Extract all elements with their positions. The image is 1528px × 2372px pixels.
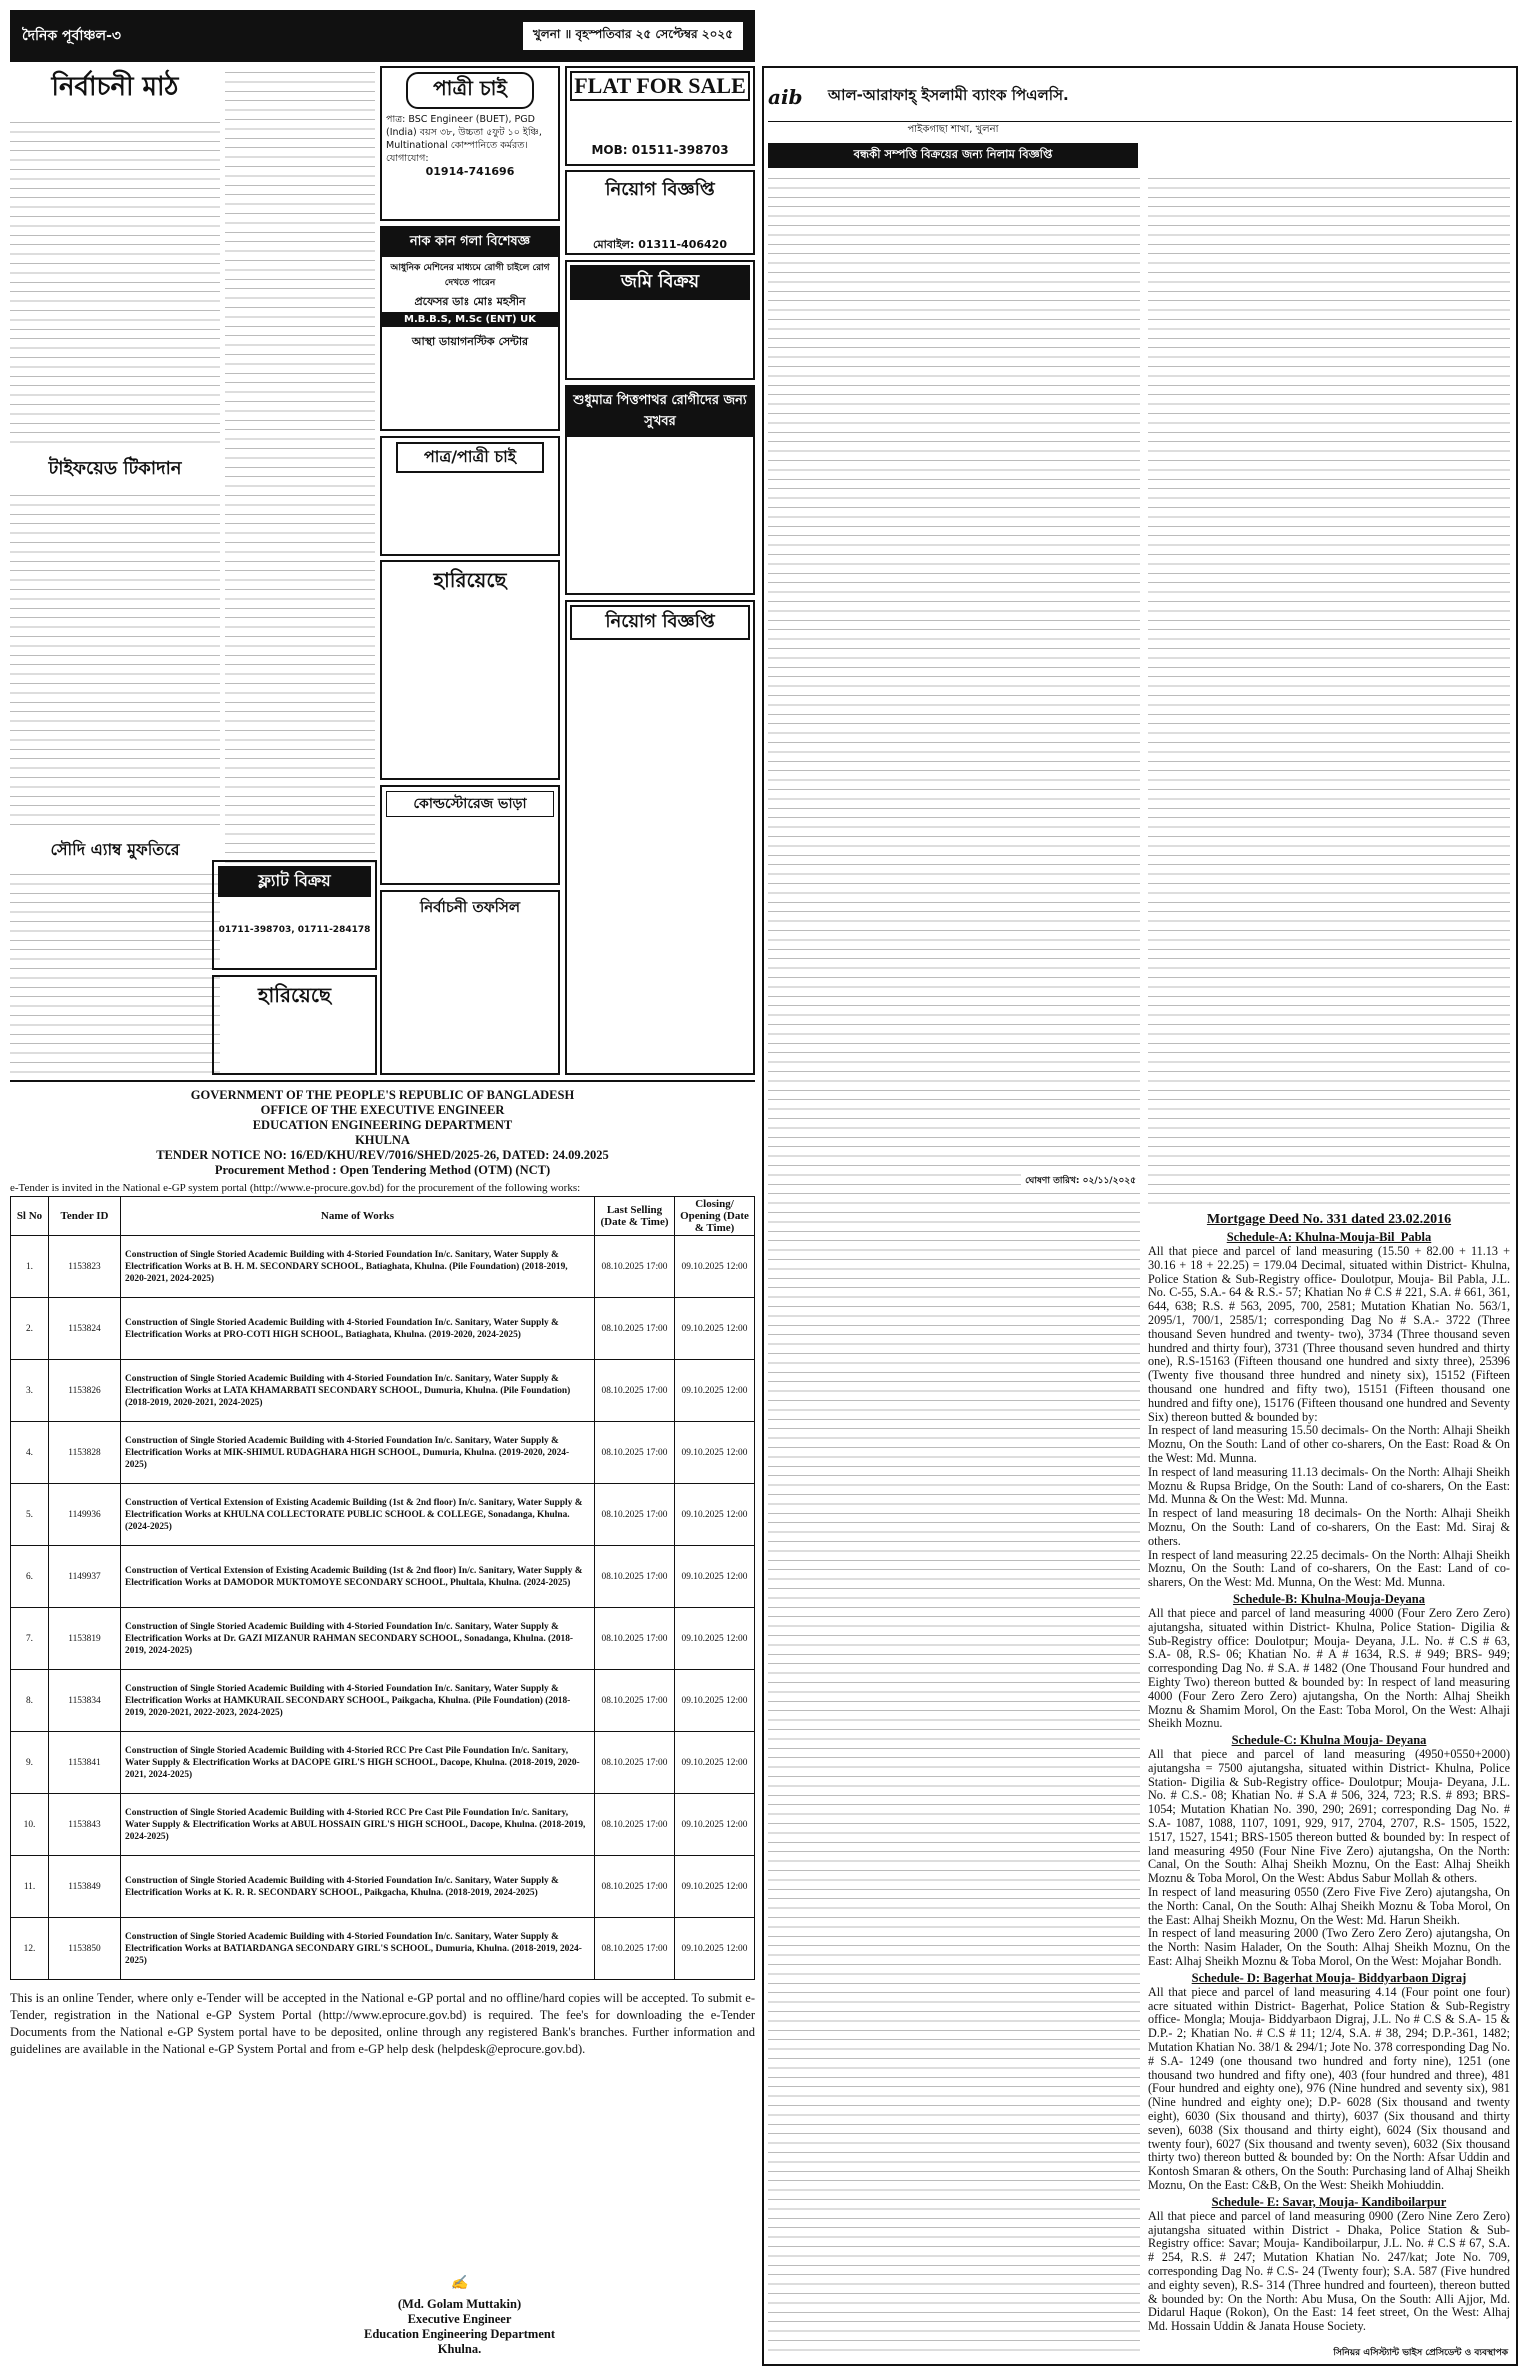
- lost-ad-2: [212, 975, 377, 1075]
- land-sale-ad: [565, 260, 755, 380]
- tender-office: OFFICE OF THE EXECUTIVE ENGINEER: [260, 1103, 505, 1117]
- signer-city: Khulna.: [437, 2342, 482, 2356]
- tika-headline: টাইফয়েড টিকাদান: [48, 458, 182, 479]
- tender-cell-sell: 08.10.2025 17:00: [595, 1918, 675, 1980]
- tender-cell-sell: 08.10.2025 17:00: [595, 1484, 675, 1546]
- tender-cell-close: 09.10.2025 12:00: [675, 1236, 755, 1298]
- tender-cell-close: 09.10.2025 12:00: [675, 1732, 755, 1794]
- table-row: [11, 1546, 755, 1608]
- tender-cell-name: Construction of Single Storied Academic Building with 4-Storied Foundation In/c. Sanitary, Water Supply & Electrification Works at K. R. R. SECONDARY SCHOOL, Paikgacha, Khulna. (2018-2019, 2024-2025): [121, 1856, 595, 1918]
- ent-doctor: প্রফেসর ডাঃ মোঃ মহসীন: [414, 295, 526, 308]
- schedule-title: Schedule- D: Bagerhat Mouja- Biddyarbaon Digraj: [1191, 1970, 1467, 1985]
- tender-cell-name: Construction of Single Storied Academic Building with 4-Storied RCC Pre Cast Pile Foundation In/c. Sanitary, Water Supply & Electrification Works at DACOPE GIRL'S HIGH SCHOOL, Dacope, Khulna. (2018-2019, 2020-2021, 2024-2025): [121, 1732, 595, 1794]
- election-schedule-ad: [380, 890, 560, 1075]
- schedule-boundary: In respect of land measuring 11.13 decimals- On the North: Alhaji Sheikh Moznu & Rupsa Bridge, On the South: Land of co-sharers, On the East: Md. Munna & On the West: Md. Munna.: [1148, 1464, 1510, 1507]
- tender-cell-sell: 08.10.2025 17:00: [595, 1856, 675, 1918]
- tender-cell-sell: 08.10.2025 17:00: [595, 1732, 675, 1794]
- flat-for-sale-mobile: MOB: 01511-398703: [591, 143, 729, 157]
- election-schedule-title: নির্বাচনী তফসিল: [419, 898, 521, 916]
- page-header: [10, 10, 755, 62]
- tender-cell-name: Construction of Single Storied Academic Building with 4-Storied RCC Pre Cast Pile Foundation In/c. Sanitary, Water Supply & Electrification Works at ABUL HOSSAIN GIRL'S HIGH SCHOOL, Dacope, Khulna. (2018-2019, 2024-2025): [121, 1794, 595, 1856]
- matrimonial-title: পাত্র/পাত্রী চাই: [396, 442, 544, 473]
- table-row: [11, 1918, 755, 1980]
- lost-ad-2-title: হারিয়েছে: [257, 983, 331, 1007]
- signer-dept: Education Engineering Department: [364, 2327, 555, 2341]
- ent-degree: M.B.B.S, M.Sc (ENT) UK: [382, 312, 558, 327]
- tender-cell-sl: 10.: [11, 1794, 49, 1856]
- bank-bengali-text: [768, 172, 1140, 2352]
- table-row: [11, 1360, 755, 1422]
- tender-intro: e-Tender is invited in the National e-GP system portal (http://www.e-procure.gov.bd) for the procurement of the following works:: [10, 1182, 581, 1194]
- tender-city: KHULNA: [355, 1133, 410, 1147]
- tender-signature: [364, 2276, 555, 2357]
- flat-sale-title: ফ্ল্যাট বিক্রয়: [218, 866, 371, 897]
- flat-sale-phone: 01711-398703, 01711-284178: [218, 925, 371, 935]
- tender-cell-name: Construction of Single Storied Academic Building with 4-Storied Foundation In/c. Sanitary, Water Supply & Electrification Works at HAMKURAIL SECONDARY SCHOOL, Paikgacha, Khulna. (Pile Foundation) (2018-2019, 2020-2021, 2022-2023, 2024-2025): [121, 1670, 595, 1732]
- tender-cell-sl: 12.: [11, 1918, 49, 1980]
- tender-cell-sl: 1.: [11, 1236, 49, 1298]
- tender-cell-name: Construction of Single Storied Academic Building with 4-Storied Foundation In/c. Sanitary, Water Supply & Electrification Works at LATA KHAMARBATI SECONDARY SCHOOL, Dumuria, Khulna. (Pile Foundation) (2018-2019, 2020-2021, 2024-2025): [121, 1360, 595, 1422]
- bride-wanted-phone: 01914-741696: [425, 165, 515, 178]
- issue-date: খুলনা ॥ বৃহস্পতিবার ২৫ সেপ্টেম্বর ২০২৫: [523, 22, 743, 50]
- col-tender-id: Tender ID: [49, 1197, 121, 1236]
- tender-cell-sell: 08.10.2025 17:00: [595, 1298, 675, 1360]
- table-row: [11, 1732, 755, 1794]
- schedule-text: All that piece and parcel of land measuring (15.50 + 82.00 + 11.13 + 30.16 + 18 + 22.25) = 179.04 Decimal, situated within District- Khulna, Police Station & Sub-Registry office- Doulotpur, Mouja- Bil Pabla, J.L. No. C-55, S.A.- 64 & R.S.- 57; Khatian No # C.S # 221, S.A. # 661, 361, 644, 638; R.S. # 563, 2095, 700, 2581; Mutation Khatian No. 563/1, 2095/1, 700/1, 2585/1; corresponding Dag No # S.A.- 3722 (Three thousand Seven hundred and twenty- two), 3734 (Three thousand seven hundred and thirty four), 3731 (Three thousand seven hundred and thirty one), R.S-15163 (Fifteen thousand one hundred and sixty three), 25396 (Twenty five thousand three hundred and ninety six), 15152 (Fifteen thousand one hundred and fifty two), 15151 (Fifteen thousand one hundred and fifty one), 15176 (Fifteen thousand one hundred and Seventy Six) thereon butted & bounded by:: [1148, 1244, 1510, 1424]
- tender-cell-close: 09.10.2025 12:00: [675, 1794, 755, 1856]
- ent-specialist-ad: [380, 226, 560, 431]
- table-row: [11, 1422, 755, 1484]
- tender-cell-sl: 2.: [11, 1298, 49, 1360]
- tender-cell-id: 1153828: [49, 1422, 121, 1484]
- schedule-list: [1148, 1230, 1510, 2334]
- news-column-continued: [225, 66, 375, 866]
- tender-cell-name: Construction of Vertical Extension of Existing Academic Building (1st & 2nd floor) In/c. Sanitary, Water Supply & Electrification Works at DAMODOR MUKTOMOYE SECONDARY SCHOOL, Phultala, Khulna. (2024-2025): [121, 1546, 595, 1608]
- gallstone-title: শুধুমাত্র পিত্তপাথর রোগীদের জন্য সুখবর: [567, 387, 753, 437]
- tender-cell-name: Construction of Single Storied Academic Building with 4-Storied Foundation In/c. Sanitary, Water Supply & Electrification Works at PRO-COTI HIGH SCHOOL, Batiaghata, Khulna. (2019-2020, 2024-2025): [121, 1298, 595, 1360]
- tender-cell-id: 1153823: [49, 1236, 121, 1298]
- bride-wanted-body: পাত্র: BSC Engineer (BUET), PGD (India) বয়স ৩৮, উচ্চতা ৫ফুট ১০ ইঞ্চি, Multinational কোম্পানিতে কর্মরত। যোগাযোগ:: [386, 114, 542, 164]
- bank-notice-title: বন্ধকী সম্পত্তি বিক্রয়ের জন্য নিলাম বিজ্ঞপ্তি: [768, 143, 1138, 168]
- news-body: [10, 116, 220, 446]
- news-headline: নির্বাচনী মাঠ: [51, 72, 179, 102]
- bank-bengali-schedule: [1148, 172, 1510, 1212]
- schedule-text: All that piece and parcel of land measuring 4000 (Four Zero Zero Zero) ajutangsha, situated within District- Khulna, Police Station- Digilia & Sub-Registry office: Doulotpur; Mouja- Deyana, J.L. No. # C.S # 63, S.A- 08, R.S- 06; Khatian No. # A # 1634, R.S. # 949; BRS- 949; corresponding Dag No. # S.A. # 1482 (One Thousand Four hundred and Eighty Two) thereon butted & bounded by: In respect of land measuring 4000 (Four Zero Zero Zero) ajutangsha, On the North: Alhaj Sheikh Moznu & Shamim Morol, On the East: Toba Morol, On the West: Alhaji Sheikh Moznu.: [1148, 1605, 1510, 1731]
- bride-wanted-ad: [380, 66, 560, 221]
- schedule-text: All that piece and parcel of land measuring 4.14 (Four point one four) acre situated within District- Bagerhat, Police Station & Sub-Registry office- Mongla; Mouja- Biddyarbaon Digraj, J.L. No # C.S & S.A- 15 & D.P.- 2; Khatian No. # C.S # 11; 12/4, S.A. # 38, 294; D.P.-361, 1482; Mutation Khatian No. 38/1 & 294/1; Jote No. 378 corresponding Dag No. # S.A- 1249 (one thousand two hundred and forty nine), 1251 (one thousand two hundred and fifty one), 403 (four hundred and three), 481 (Four hundred and eighty one), 976 (Nine hundred and seventy six), 981 (Nine hundred and eighty one); D.P- 6028 (Six thousand and twenty eight), 6030 (Six thousand and thirty), 6037 (Six thousand and thirty seven), 6038 (Six thousand and thirty eight), 6024 (Six thousand and twenty four), 6027 (Six thousand and twenty seven), 6032 (Six thousand thirty two) thereon butted & bounded by: On the North: Afsar Uddin and Kontosh Smaran & others, On the South: Purchasing land of Alhaj Sheikh Moznu, On the East: C&B, On the West: Sheikh Mohiuddin.: [1148, 1984, 1510, 2192]
- tender-cell-close: 09.10.2025 12:00: [675, 1298, 755, 1360]
- tender-cell-id: 1153850: [49, 1918, 121, 1980]
- tender-method: Procurement Method : Open Tendering Method (OTM) (NCT): [214, 1163, 551, 1177]
- bank-header: [768, 72, 1512, 122]
- flat-for-sale-ad: [565, 66, 755, 166]
- cold-storage-title: কোল্ডস্টোরেজ ভাড়া: [386, 791, 554, 817]
- tender-cell-sl: 8.: [11, 1670, 49, 1732]
- lost-ad: [380, 560, 560, 780]
- tender-dept: EDUCATION ENGINEERING DEPARTMENT: [252, 1118, 513, 1132]
- col-closing: Closing/ Opening (Date & Time): [675, 1197, 755, 1236]
- tender-cell-name: Construction of Single Storied Academic Building with 4-Storied Foundation In/c. Sanitary, Water Supply & Electrification Works at BATIARDANGA SECONDARY GIRL'S SCHOOL, Dumuria, Khulna. (2018-2019, 2024-2025): [121, 1918, 595, 1980]
- lost-ad-title: হারিয়েছে: [433, 568, 507, 592]
- bank-auction-notice: [762, 66, 1518, 2366]
- tender-footer: This is an online Tender, where only e-Tender will be accepted in the National e-GP portal and no offline/hard copies will be accepted. To submit e-Tender, registration in the National e-GP System Portal (http://www.eprocure.gov.bd) is required. The fee's for downloading the e-Tender Documents from the National e-GP System portal have to be deposited, online through any registered Bank's branches. Further information and guidelines are available in the National e-GP System Portal and from e-GP help desk (helpdesk@eprocure.gov.bd).: [10, 1991, 755, 2056]
- saudi-headline: সৌদি এ্যাম্ব মুফতিরে: [50, 840, 180, 859]
- col-last-selling: Last Selling (Date & Time): [595, 1197, 675, 1236]
- tender-cell-id: 1149936: [49, 1484, 121, 1546]
- table-row: [11, 1298, 755, 1360]
- tender-cell-close: 09.10.2025 12:00: [675, 1608, 755, 1670]
- tender-notice-no: TENDER NOTICE NO: 16/ED/KHU/REV/7016/SHED/2025-26, DATED: 24.09.2025: [156, 1148, 609, 1162]
- land-sale-title: জমি বিক্রয়: [570, 265, 750, 300]
- tender-cell-sell: 08.10.2025 17:00: [595, 1670, 675, 1732]
- schedule-title: Schedule-A: Khulna-Mouja-Bil_Pabla: [1226, 1230, 1432, 1244]
- tender-cell-close: 09.10.2025 12:00: [675, 1918, 755, 1980]
- table-row: [11, 1856, 755, 1918]
- job-notice-ad-2: [565, 600, 755, 1075]
- matrimonial-ad: [380, 436, 560, 556]
- tender-cell-id: 1153834: [49, 1670, 121, 1732]
- bank-name: আল-আরাফাহ্ ইসলামী ব্যাংক পিএলসি.: [828, 86, 1069, 104]
- tender-cell-sell: 08.10.2025 17:00: [595, 1794, 675, 1856]
- ent-center: আস্থা ডায়াগনস্টিক সেন্টার: [411, 335, 529, 348]
- ent-title: নাক কান গলা বিশেষজ্ঞ: [382, 228, 558, 257]
- tender-cell-close: 09.10.2025 12:00: [675, 1422, 755, 1484]
- tender-cell-sl: 5.: [11, 1484, 49, 1546]
- tender-cell-close: 09.10.2025 12:00: [675, 1670, 755, 1732]
- tender-cell-name: Construction of Single Storied Academic Building with 4-Storied Foundation In/c. Sanitary, Water Supply & Electrification Works at MIK-SHIMUL RUDAGHARA HIGH SCHOOL, Dumuria, Khulna. (2019-2020, 2024-2025): [121, 1422, 595, 1484]
- tender-cell-id: 1153826: [49, 1360, 121, 1422]
- tender-cell-sell: 08.10.2025 17:00: [595, 1422, 675, 1484]
- tender-cell-close: 09.10.2025 12:00: [675, 1856, 755, 1918]
- table-row: [11, 1670, 755, 1732]
- signature-mark: ✍: [450, 2275, 469, 2291]
- bank-schedule-column: [1148, 172, 1510, 2352]
- bank-branch: পাইকগাছা শাখা, খুলনা: [907, 124, 999, 135]
- tender-cell-sell: 08.10.2025 17:00: [595, 1360, 675, 1422]
- tender-cell-sl: 9.: [11, 1732, 49, 1794]
- signer-title: Executive Engineer: [407, 2312, 512, 2326]
- tender-cell-sl: 3.: [11, 1360, 49, 1422]
- tender-cell-sell: 08.10.2025 17:00: [595, 1608, 675, 1670]
- schedule-title: Schedule-C: Khulna Mouja- Deyana: [1231, 1733, 1427, 1748]
- cold-storage-ad: [380, 785, 560, 885]
- tender-cell-id: 1153843: [49, 1794, 121, 1856]
- schedule-text: All that piece and parcel of land measuring 0900 (Zero Nine Zero Zero) ajutangsha situated within District - Dhaka, Police Station & Sub-Registry office: Savar; Mouja- Kandiboilarpur, J.L. No. # C.S # 67, S.A. # 254, R.S. # 247; Mutation Khatian No. 247/kat; Jote No. 709, corresponding Dag No. # C.S- 24 (Twenty four); S.A. 587 (Five hundred and eighty seven), R.S- 314 (Three hundred and fourteen), thereon butted & bounded by: On the North: Abu Musa, On the South: Alli Ajjor, Md. Didarul Haque (Rokon), On the East: 14 feet street, On the West: Alhaj Md. Hossain Uddin & Janata House Society.: [1148, 2208, 1510, 2334]
- bank-footer: সিনিয়র এসিস্ট্যান্ট ভাইস প্রেসিডেন্ট ও ব্যবস্থাপক: [1333, 2348, 1508, 2358]
- tender-cell-sl: 7.: [11, 1608, 49, 1670]
- col-sl: Sl No: [11, 1197, 49, 1236]
- schedule-text: All that piece and parcel of land measuring (4950+0550+2000) ajutangsha = 7500 ajutangsha, situated within District- Khulna, Police Station- Digilia & Sub-Registry office- Doulotpur; Mouja- Deyana, J.L. No. # C.S.- 08; Khatian No. # S.A # 506, 324, 723; R.S. # 893; BRS-1054; Mutation Khatian No. 390, 290; 2691; corresponding Dag No. # S.A- 1087, 1088, 1107, 1091, 929, 917, 2704, 2707, R.S- 1505, 1522, 1517, 1527, 1541; BRS-1505 thereon butted & bounded by: In respect of land measuring 4950 (Four Nine Five Zero) ajutangsha, On the North: Canal, On the South: Alhaj Sheikh Moznu, On the East: Alhaj Sheikh Moznu & Toba Morol, On the West: Abdus Sabur Mollah & others.: [1148, 1747, 1510, 1886]
- table-row: [11, 1236, 755, 1298]
- tender-cell-sl: 6.: [11, 1546, 49, 1608]
- tender-table: [10, 1196, 755, 1980]
- table-row: [11, 1484, 755, 1546]
- schedule-boundary: In respect of land measuring 2000 (Two Zero Zero Zero) ajutangsha, On the North: Nasim Halader, On the South: Alhaj Sheikh Moznu, On the East: Alhaj Sheikh Moznu & Toba Morol, On the West: Mojahar Bondh.: [1148, 1926, 1510, 1969]
- ent-subtitle: আধুনিক মেশিনের মাধ্যমে রোগী চাইলে রোগ দেখতে পারেন: [390, 263, 550, 288]
- tender-cell-close: 09.10.2025 12:00: [675, 1546, 755, 1608]
- tender-cell-close: 09.10.2025 12:00: [675, 1484, 755, 1546]
- tender-table-header: [11, 1197, 755, 1236]
- job-notice-phone: মোবাইল: 01311-406420: [593, 238, 727, 251]
- tender-cell-id: 1153841: [49, 1732, 121, 1794]
- news-column-left: [10, 66, 220, 1076]
- schedule-boundary: In respect of land measuring 0550 (Zero Five Five Zero) ajutangsha, On the North: Canal, On the South: Alhaj Sheikh Moznu & Toba Morol, On the East: Alhaj Sheikh Moznu, On the West: Md. Harun Sheikh.: [1148, 1885, 1510, 1927]
- gallstone-ad: [565, 385, 755, 595]
- col-name: Name of Works: [121, 1197, 595, 1236]
- schedule-title: Schedule- E: Savar, Mouja- Kandiboilarpur: [1211, 2194, 1447, 2209]
- tika-body: [10, 489, 220, 829]
- tender-cell-id: 1153849: [49, 1856, 121, 1918]
- flat-sale-ad: [212, 860, 377, 970]
- job-notice-ad: [565, 170, 755, 255]
- schedule-boundary: In respect of land measuring 15.50 decimals- On the North: Alhaji Sheikh Moznu, On the South: Land of other co-sharers, On the East: Road & On the West: Md. Munna.: [1148, 1423, 1510, 1465]
- schedule-boundary: In respect of land measuring 18 decimals- On the North: Alhaji Sheikh Moznu, On the South: Land of co-sharers, On the East: Md. Siraj & others.: [1148, 1506, 1510, 1548]
- tender-cell-close: 09.10.2025 12:00: [675, 1360, 755, 1422]
- signer-name: (Md. Golam Muttakin): [397, 2297, 522, 2311]
- job-notice-2-title: নিয়োগ বিজ্ঞপ্তি: [570, 605, 750, 640]
- table-row: [11, 1794, 755, 1856]
- tender-cell-sell: 08.10.2025 17:00: [595, 1546, 675, 1608]
- table-row: [11, 1608, 755, 1670]
- tender-cell-sl: 4.: [11, 1422, 49, 1484]
- tender-cell-name: Construction of Single Storied Academic Building with 4-Storied Foundation In/c. Sanitary, Water Supply & Electrification Works at Dr. GAZI MIZANUR RAHMAN SECONDARY SCHOOL, Sonadanga, Khulna. (2018-2019, 2024-2025): [121, 1608, 595, 1670]
- tender-cell-sell: 08.10.2025 17:00: [595, 1236, 675, 1298]
- job-notice-title: নিয়োগ বিজ্ঞপ্তি: [605, 179, 715, 200]
- tender-cell-id: 1153824: [49, 1298, 121, 1360]
- tender-gov: GOVERNMENT OF THE PEOPLE'S REPUBLIC OF BANGLADESH: [190, 1088, 575, 1102]
- paper-name: দৈনিক পূর্বাঞ্চল-৩: [22, 28, 121, 44]
- tender-cell-name: Construction of Vertical Extension of Existing Academic Building (1st & 2nd floor) In/c. Sanitary, Water Supply & Electrification Works at KHULNA COLLECTORATE PUBLIC SCHOOL & COLLEGE, Sonadanga, Khulna. (2024-2025): [121, 1484, 595, 1546]
- tender-cell-id: 1149937: [49, 1546, 121, 1608]
- bank-dateline: ঘোষণা তারিখ: ০২/১১/২০২৫: [1021, 1172, 1140, 1189]
- bride-wanted-title: পাত্রী চাই: [406, 72, 534, 109]
- saudi-body: [10, 868, 220, 1076]
- mortgage-title: Mortgage Deed No. 331 dated 23.02.2016: [1206, 1212, 1452, 1227]
- bank-logo: aib: [768, 84, 803, 109]
- tender-notice: [10, 1080, 755, 2365]
- flat-for-sale-title: FLAT FOR SALE: [570, 71, 750, 101]
- schedule-boundary: In respect of land measuring 22.25 decimals- On the North: Alhaji Sheikh Moznu, On the South: Land of co-sharers, On the East: Land of co-sharers, On the West: Md. Munna, On the West: Md. Munna.: [1148, 1547, 1510, 1590]
- tender-cell-name: Construction of Single Storied Academic Building with 4-Storied Foundation In/c. Sanitary, Water Supply & Electrification Works at B. H. M. SECONDARY SCHOOL, Batiaghata, Khulna. (Pile Foundation) (2018-2019, 2020-2021, 2024-2025): [121, 1236, 595, 1298]
- tender-cell-id: 1153819: [49, 1608, 121, 1670]
- tender-cell-sl: 11.: [11, 1856, 49, 1918]
- schedule-title: Schedule-B: Khulna-Mouja-Deyana: [1232, 1591, 1426, 1606]
